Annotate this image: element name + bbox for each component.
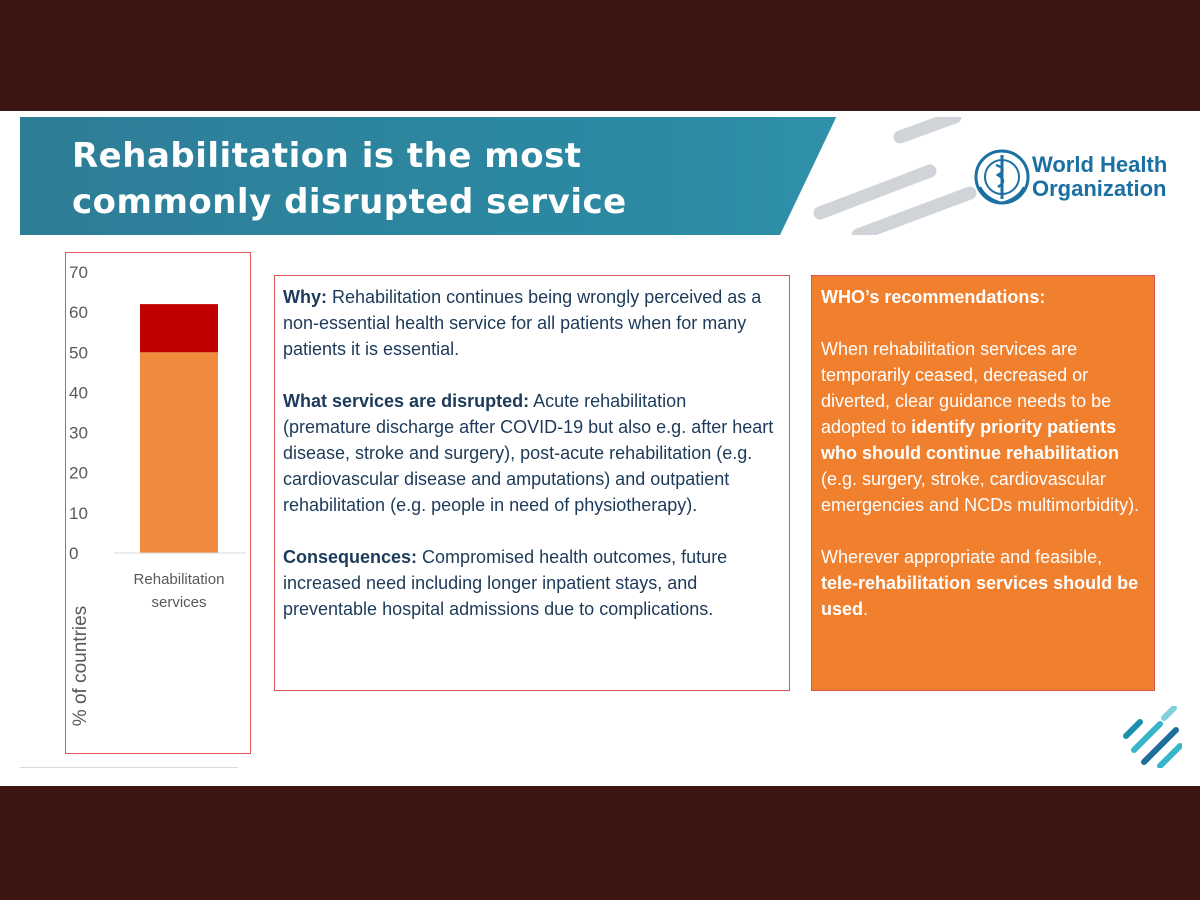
y-tick-label: 10 bbox=[69, 503, 88, 523]
disrupted-paragraph bbox=[283, 388, 779, 518]
decorative-stripes-icon bbox=[780, 117, 990, 235]
recommendations-box bbox=[811, 275, 1155, 691]
rec-2-text: Wherever appropriate and feasible, bbox=[821, 547, 1103, 567]
slide bbox=[0, 111, 1200, 786]
disrupted-label: What services are disrupted: bbox=[283, 391, 530, 411]
consequences-label: Consequences: bbox=[283, 547, 418, 567]
org-name bbox=[1032, 153, 1167, 201]
slide-title bbox=[72, 133, 627, 225]
decorative-corner-icon bbox=[1120, 706, 1182, 768]
bar-segment-1 bbox=[140, 304, 218, 352]
rec-1-bold: identify priority patients who should continue rehabilitation bbox=[821, 417, 1119, 463]
chart-panel bbox=[65, 252, 251, 754]
why-text: Rehabilitation continues being wrongly perceived as a non-essential health service for all patients when for many patients it is essential. bbox=[283, 287, 762, 359]
org-name-line-2: Organization bbox=[1032, 176, 1167, 201]
consequences-text: Compromised health outcomes, future increased need including longer inpatient stays, and preventable hospital admissions due to complications. bbox=[283, 547, 728, 619]
title-line-2: commonly disrupted service bbox=[72, 182, 627, 222]
disrupted-text: Acute rehabilitation (premature discharge after COVID-19 but also e.g. after heart disease, stroke and surgery), post-acute rehabilitation (e.g. cardiovascular disease and amputations) and outpatient rehabilitation (e.g. people in need of physiotherapy). bbox=[283, 391, 774, 515]
rec-1-text: When rehabilitation services are temporarily ceased, decreased or diverted, clear guidance needs to be adopted to bbox=[821, 339, 1112, 437]
y-tick-label: 0 bbox=[69, 544, 79, 563]
divider bbox=[20, 767, 238, 768]
y-axis-label: % of countries bbox=[70, 605, 91, 727]
x-tick-label: services bbox=[151, 594, 207, 611]
recommendations-heading: WHO’s recommendations: bbox=[821, 287, 1046, 307]
why-text-box bbox=[274, 275, 790, 691]
y-tick-label: 20 bbox=[69, 463, 88, 483]
x-tick-label: Rehabilitation bbox=[133, 571, 225, 588]
y-tick-label: 60 bbox=[69, 303, 88, 323]
y-tick-label: 30 bbox=[69, 423, 88, 443]
y-tick-label: 70 bbox=[69, 263, 88, 282]
why-paragraph bbox=[283, 284, 779, 362]
header-banner bbox=[20, 117, 1182, 235]
who-emblem-icon bbox=[972, 147, 1032, 207]
rec-2-tail: . bbox=[863, 599, 869, 619]
org-name-line-1: World Health bbox=[1032, 152, 1168, 177]
bar-chart bbox=[66, 253, 252, 755]
rec-1-tail: (e.g. surgery, stroke, cardiovascular emergencies and NCDs multimorbidity). bbox=[821, 469, 1140, 515]
y-tick-label: 50 bbox=[69, 343, 88, 363]
recommendation-paragraph-2 bbox=[821, 544, 1144, 622]
rec-2-bold: tele-rehabilitation services should be used bbox=[821, 573, 1139, 619]
recommendation-paragraph-1 bbox=[821, 336, 1144, 518]
bar-segment-0 bbox=[140, 352, 218, 553]
y-tick-label: 40 bbox=[69, 383, 88, 403]
why-label: Why: bbox=[283, 287, 327, 307]
title-line-1: Rehabilitation is the most bbox=[72, 136, 582, 176]
consequences-paragraph bbox=[283, 544, 779, 622]
